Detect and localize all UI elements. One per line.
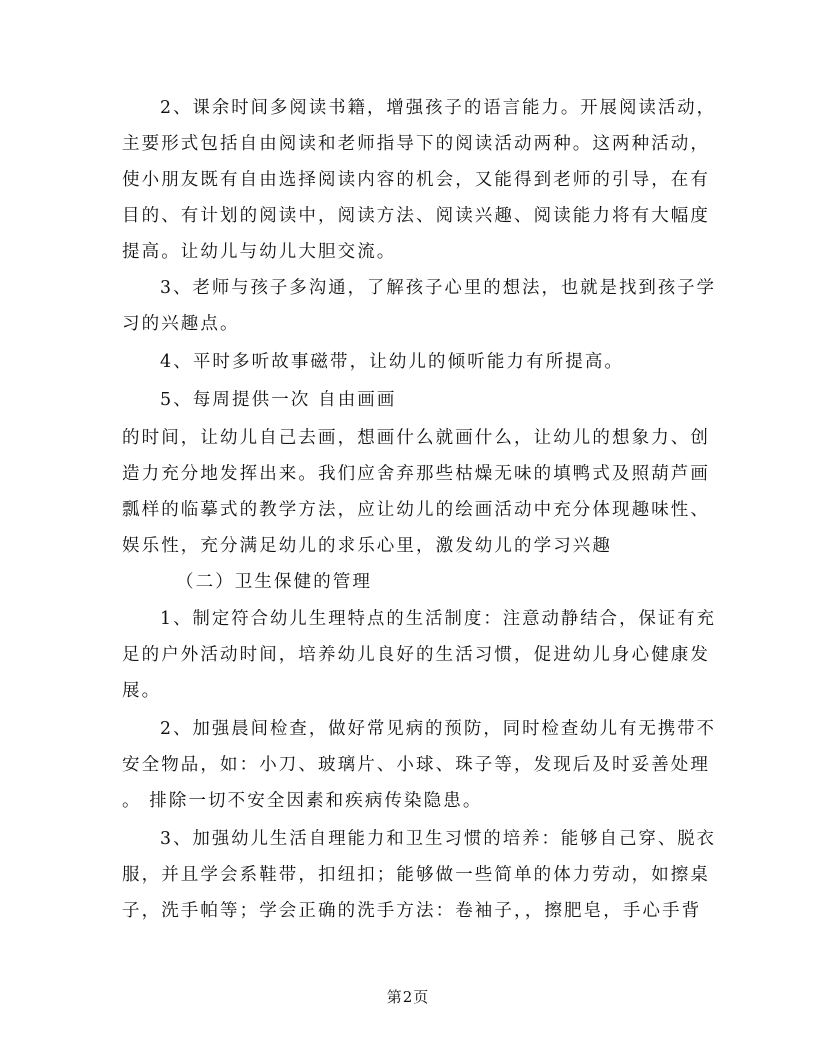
- text-line: 服，并且学会系鞋带，扣纽扣；能够做一些简单的体力劳动，如擦桌: [122, 865, 710, 885]
- section-heading: （二）卫生保健的管理: [176, 572, 372, 592]
- text-line: 足的户外活动时间，培养幼儿良好的生活习惯，促进幼儿身心健康发: [122, 645, 710, 665]
- text-line: 3、加强幼儿生活自理能力和卫生习惯的培养：能够自己穿、脱衣: [160, 829, 717, 849]
- text-line: 习的兴趣点。: [122, 314, 240, 334]
- text-line: 1、制定符合幼儿生理特点的生活制度：注意动静结合，保证有充: [160, 609, 717, 629]
- text-line: 目的、有计划的阅读中，阅读方法、阅读兴趣、阅读能力将有大幅度: [122, 206, 710, 226]
- text-line: 娱乐性，充分满足幼儿的求乐心里，激发幼儿的学习兴趣: [122, 536, 612, 556]
- text-line: 。 排除一切不安全因素和疾病传染隐患。: [122, 791, 483, 811]
- page-number: 第2页: [386, 988, 430, 1006]
- text-line: 安全物品，如：小刀、玻璃片、小球、珠子等，发现后及时妥善处理: [122, 755, 710, 775]
- text-line: 3、老师与孩子多沟通，了解孩子心里的想法，也就是找到孩子学: [160, 278, 717, 298]
- text-line: 使小朋友既有自由选择阅读内容的机会，又能得到老师的引导，在有: [122, 170, 710, 190]
- text-line: 的时间，让幼儿自己去画，想画什么就画什么，让幼儿的想象力、创: [122, 428, 710, 448]
- text-line: 展。: [122, 681, 162, 701]
- text-line: 瓢样的临摹式的教学方法，应让幼儿的绘画活动中充分体现趣味性、: [122, 500, 710, 520]
- text-line: 5、每周提供一次 自由画画: [160, 390, 397, 410]
- text-line: 2、课余时间多阅读书籍，增强孩子的语言能力。开展阅读活动，: [160, 98, 717, 118]
- text-line: 提高。让幼儿与幼儿大胆交流。: [122, 242, 397, 262]
- text-line: 主要形式包括自由阅读和老师指导下的阅读活动两种。这两种活动，: [122, 134, 710, 154]
- text-line: 4、平时多听故事磁带，让幼儿的倾听能力有所提高。: [160, 352, 625, 372]
- text-line: 子，洗手帕等；学会正确的洗手方法：卷袖子，，擦肥皂，手心手背: [122, 901, 702, 921]
- text-line: 造力充分地发挥出来。我们应舍弃那些枯燥无味的填鸭式及照葫芦画: [122, 464, 710, 484]
- text-line: 2、加强晨间检查，做好常见病的预防，同时检查幼儿有无携带不: [160, 719, 717, 739]
